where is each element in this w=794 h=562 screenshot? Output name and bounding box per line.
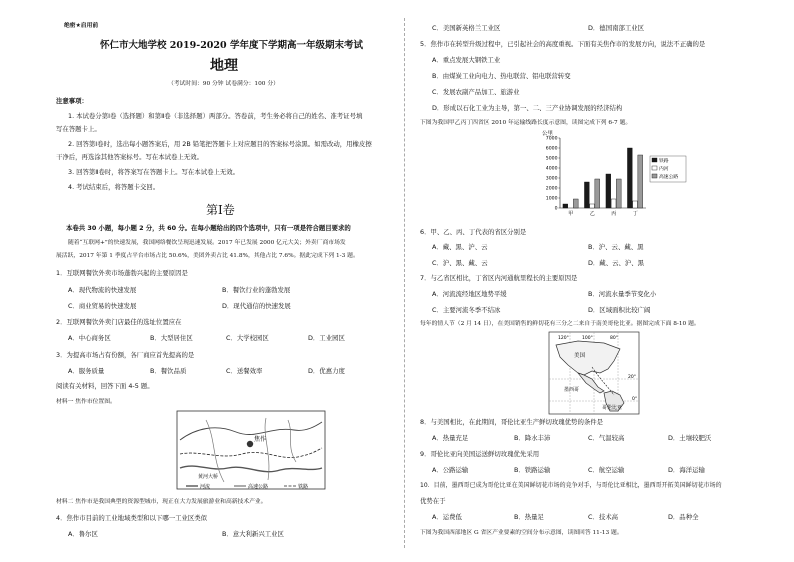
y-tick-label: 1000 xyxy=(545,196,558,202)
q1-option-c[interactable]: C．商业贸易的快速发展 xyxy=(68,302,137,310)
chart-intro: 下图为我国甲乙丙丁四省区 2010 年运输线路长度示意图，读图完成下列 6-7 题。 xyxy=(420,120,632,126)
q8-option-c[interactable]: C．气温较高 xyxy=(588,434,625,442)
column-divider xyxy=(404,18,405,548)
q10-option-c[interactable]: C．技术高 xyxy=(588,513,619,521)
intro-line: 展活跃，2017 年第 1 季度占平台市场占比 50.6%，美团外卖占比 41.8%，其他占比 7.6%。据此完成下列 1-3 题。 xyxy=(56,253,359,259)
question-10-stem-cont: 优势在于 xyxy=(420,497,446,505)
question-8-stem: 8．与美国相比，在此期间，哥伦比亚生产鲜切玫瑰优势的条件是 xyxy=(420,418,604,426)
x-tick-label: 丙 xyxy=(611,211,617,217)
q2-option-c[interactable]: C．大学校园区 xyxy=(226,334,269,342)
city-label: 焦作 xyxy=(254,436,267,443)
q3-option-a[interactable]: A．服务质量 xyxy=(68,367,105,375)
y-tick-label: 4000 xyxy=(545,166,558,172)
section-title: 第Ⅰ卷 xyxy=(206,203,235,217)
question-9-stem: 9．哥伦比亚向美国运送鲜切玫瑰优先采用 xyxy=(420,450,540,458)
bar-铁路-乙 xyxy=(584,182,589,208)
intro-line: 随着“互联网+”的快速发展，我国网络餐饮呈现迅速发展。2017 年已发展 2000 亿元大关；外卖厂商市场发 xyxy=(68,240,346,246)
bar-内河-丁 xyxy=(633,201,638,208)
question-2-stem: 2．互联网餐饮外卖门店最佳的选址位置应在 xyxy=(56,318,182,326)
legend-label: 内河 xyxy=(659,166,669,172)
q4-option-b[interactable]: B．意大利新兴工业区 xyxy=(222,530,284,538)
legend-highway: 高速公路 xyxy=(248,484,269,490)
y-tick-label: 6000 xyxy=(545,146,558,152)
secret-mark: 绝密★启用前 xyxy=(64,23,99,29)
bar-高速公路-丁 xyxy=(638,155,643,208)
last-intro: 下图为我国西部地区 G 省区产业要素的空间分布示意图，读图回答 11-13 题。 xyxy=(420,530,623,536)
americas-map xyxy=(548,331,640,415)
y-tick-label: 5000 xyxy=(545,156,558,162)
y-tick-label: 3000 xyxy=(545,176,558,182)
q9-option-c[interactable]: C．航空运输 xyxy=(588,466,625,474)
exam-info: （考试时间：90 分钟 试卷满分：100 分） xyxy=(168,81,279,87)
legend-swatch xyxy=(652,158,657,162)
lon-120: 120° xyxy=(558,336,569,341)
bar-铁路-甲 xyxy=(563,204,568,208)
q4-option-a[interactable]: A．鲁尔区 xyxy=(68,530,98,538)
legend-swatch xyxy=(652,174,657,178)
lon-100: 100° xyxy=(582,336,593,341)
jiaozuo-location-map xyxy=(176,410,326,490)
question-4-stem: 4．焦作市目前的工业地域类型和以下哪一工业区类似 xyxy=(56,514,208,522)
bar-高速公路-丙 xyxy=(616,179,621,208)
q6-option-b[interactable]: B．沪、云、藏、黑 xyxy=(588,243,644,251)
note-line: 4. 考试结束后，将答题卡交回。 xyxy=(68,183,160,191)
question-10-stem: 10．目前，墨西哥已成为哥伦比亚在美国鲜切花市场的竞争对手，与哥伦比亚相比，墨西哥开拓美国鲜切花市场的 xyxy=(420,482,722,489)
note-line: 3. 回答第Ⅱ卷时，将答案写在答题卡上。写在本试卷上无效。 xyxy=(68,168,240,176)
question-1-stem: 1．互联网餐饮外卖市场蓬勃兴起的主要原因是 xyxy=(56,269,188,277)
x-tick-label: 丁 xyxy=(632,211,638,217)
x-tick-label: 乙 xyxy=(589,211,595,217)
bar-铁路-丁 xyxy=(627,148,632,208)
q5-option-c[interactable]: C．发展农副产品加工、旅游业 xyxy=(432,88,520,96)
label-colombia: 哥伦比亚 xyxy=(602,405,623,411)
question-3-stem: 3．为提高市场占有份额，各厂商应首先提高的是 xyxy=(56,351,195,359)
y-tick-label: 0 xyxy=(554,206,558,212)
q10-option-a[interactable]: A．运费低 xyxy=(432,513,462,521)
bar-高速公路-甲 xyxy=(573,199,578,208)
q3-option-b[interactable]: B．餐饮品质 xyxy=(150,367,187,375)
city-marker xyxy=(247,441,253,447)
q10-option-b[interactable]: B．热量足 xyxy=(514,513,544,521)
map-intro: 阅读有关材料，回答下面 4-5 题。 xyxy=(56,382,154,390)
q2-option-d[interactable]: D．工业园区 xyxy=(308,334,345,342)
lat-0: 0° xyxy=(632,397,638,402)
q1-option-d[interactable]: D．现代通信的快速发展 xyxy=(222,302,291,310)
bar-铁路-丙 xyxy=(606,174,611,208)
exam-title: 怀仁市大地学校 2019-2020 学年度下学期高一年级期末考试 xyxy=(100,40,363,51)
y-tick-label: 7000 xyxy=(545,136,558,142)
q6-option-a[interactable]: A．藏、黑、沪、云 xyxy=(432,243,488,251)
q5-option-d[interactable]: D．形成以石化工业为主导，第一、二、三产业协调发展的经济结构 xyxy=(432,104,623,112)
q6-option-c[interactable]: C．沪、黑、藏、云 xyxy=(432,259,488,267)
q7-option-d[interactable]: D．区域面积比较广阔 xyxy=(588,306,651,314)
q7-option-c[interactable]: C．主要河流冬季不结冰 xyxy=(432,306,501,314)
q1-option-a[interactable]: A．现代物流的快速发展 xyxy=(68,286,137,294)
q4-option-c[interactable]: C．美国新英格兰工业区 xyxy=(432,24,501,32)
q2-option-b[interactable]: B．大型居住区 xyxy=(150,334,193,342)
q8-option-d[interactable]: D．土壤较肥沃 xyxy=(668,434,712,442)
q1-option-b[interactable]: B．餐饮行业的蓬勃发展 xyxy=(222,286,291,294)
q3-option-c[interactable]: C．送餐效率 xyxy=(226,367,263,375)
question-7-stem: 7．与乙省区相比，丁省区内河通航里程长的主要原因是 xyxy=(420,274,578,282)
river-label: 黄河大桥 xyxy=(198,474,219,480)
section-instructions: 本卷共 30 小题，每小题 2 分，共 60 分。在每小题给出的四个选项中，只有一项是符合题目要求的 xyxy=(66,224,351,232)
q4-option-d[interactable]: D．德国南部工业区 xyxy=(588,24,645,32)
material-1: 材料一 焦作市位置图。 xyxy=(56,399,116,405)
q3-option-d[interactable]: D．优惠力度 xyxy=(308,367,345,375)
q7-option-a[interactable]: A．河流流经地区地势平缓 xyxy=(432,290,507,298)
legend-label: 高速公路 xyxy=(659,174,679,180)
bar-高速公路-乙 xyxy=(595,179,600,208)
q2-option-a[interactable]: A．中心商务区 xyxy=(68,334,111,342)
legend-label: 铁路 xyxy=(659,158,669,164)
y-axis-label: 公里 xyxy=(542,131,554,137)
q9-option-a[interactable]: A．公路运输 xyxy=(432,466,469,474)
q7-option-b[interactable]: B．河流水量季节变化小 xyxy=(588,290,657,298)
legend-swatch xyxy=(652,166,657,170)
x-tick-label: 甲 xyxy=(568,211,574,217)
label-usa: 美国 xyxy=(574,353,586,359)
question-6-stem: 6．甲、乙、丙、丁代表的省区分别是 xyxy=(420,228,527,236)
notes-heading: 注意事项： xyxy=(56,97,88,105)
lon-80: 80° xyxy=(610,336,618,341)
lat-20: 20° xyxy=(628,375,636,380)
bar-内河-乙 xyxy=(590,204,595,208)
q8-option-b[interactable]: B．降水丰沛 xyxy=(514,434,551,442)
q10-option-d[interactable]: D．品种全 xyxy=(668,513,699,521)
q9-option-d[interactable]: D．海洋运输 xyxy=(668,466,705,474)
q9-option-b[interactable]: B．铁路运输 xyxy=(514,466,551,474)
bar-内河-丙 xyxy=(611,199,616,208)
note-line: 1. 本试卷分第Ⅰ卷（选择题）和第Ⅱ卷（非选择题）两部分。答卷前，考生务必将自己的姓名、准考证号填 xyxy=(68,112,363,120)
y-tick-label: 2000 xyxy=(545,186,558,192)
question-5-stem: 5．焦作市在转型升级过程中，已引起社会的高度重视。下面有关焦作市的发展方向，说法不正确的是 xyxy=(420,40,706,48)
q5-option-b[interactable]: B．由煤炭工业向电力、热电联营、铝电联营转变 xyxy=(432,72,571,80)
note-line: 干净后，再选涂其他答案标号。写在本试卷上无效。 xyxy=(56,153,203,161)
transport-length-chart xyxy=(530,128,688,220)
material-2: 材料二 焦作市是我国典型的资源型城市，现正在大力发展旅游业和高新技术产业。 xyxy=(56,499,267,505)
q5-option-a[interactable]: A．重点发展大钢铁工业 xyxy=(432,56,501,64)
label-mexico: 墨西哥 xyxy=(564,387,580,393)
note-line: 2. 回答第Ⅰ卷时，选出每小题答案后，用 2B 铅笔把答题卡上对应题目的答案标号涂黑。如需改动，用橡皮擦 xyxy=(68,140,372,148)
q6-option-d[interactable]: D．藏、云、沪、黑 xyxy=(588,259,645,267)
legend-railway: 铁路 xyxy=(298,484,309,490)
legend-river: 河流 xyxy=(200,484,211,490)
note-line: 写在答题卡上。 xyxy=(56,125,101,133)
valentine-intro: 每年的情人节（2 月 14 日），在美国销售的鲜切花有三分之二来自于南美哥伦比亚。据图完成下面 8-10 题。 xyxy=(420,321,700,327)
q8-option-a[interactable]: A．热量充足 xyxy=(432,434,469,442)
subject-title: 地理 xyxy=(210,58,238,74)
